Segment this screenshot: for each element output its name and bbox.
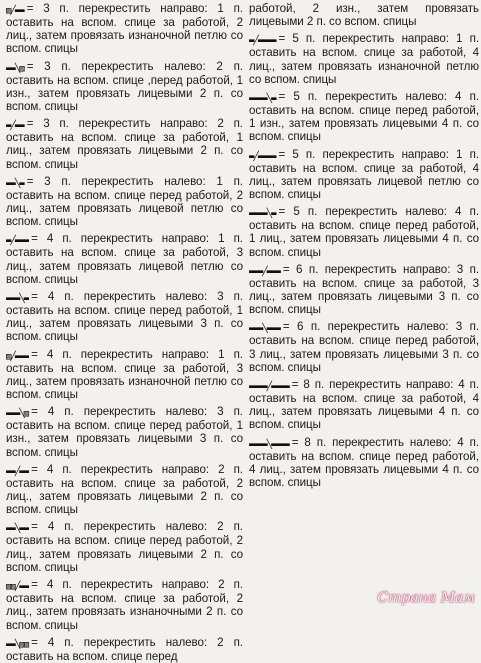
stitch-description: работой, 2 изн., затем провязать лицевыми 2 п. со вспом. спицы [248,2,479,29]
stitch-legend-entry [249,263,479,317]
stitch-symbol-icon: ▬▬╱▬▬ [6,466,29,477]
stitch-description: = 4 п. перекрестить налево: 2 п. оставить на вспом. спице перед [6,635,243,663]
stitch-legend-entry [249,90,479,144]
stitch-symbol-icon: ▬▬▬▬╲▬ [248,94,276,105]
stitch-symbol-icon: ▨╱▬▬▬ [6,351,29,362]
stitch-description: = 8 п. перекрестить направо: 4 п. оставить на вспом. спице за работой, 4 лиц., затем провязать лицевыми 4 п. со вспом. спицы [248,378,479,432]
stitch-description: = 5 п. перекрестить налево: 4 п. оставить на вспом. спице перед работой, 1 изн., затем провязать лицевыми 4 п. со вспом. спицы [248,90,479,144]
stitch-symbol-icon: ▬▬▬╱▬▬▬ [248,266,280,277]
stitch-symbol-icon: ▬▬╲▬ [6,178,24,189]
stitch-legend-entry [6,405,243,459]
left-column [6,2,243,663]
stitch-symbol-icon: ▬╱▬▬▬▬ [248,36,276,47]
stitch-description: = 6 п. перекрестить направо: 3 п. оставить на вспом. спице за работой, 3 лиц., затем провязать лицевыми 3 п. со вспом. спицы [248,262,479,317]
stitch-symbol-icon: ▬▬╲▨ [6,63,24,74]
stitch-legend-entry [6,2,243,56]
stitch-description: = 4 п. перекрестить налево: 3 п. оставить на вспом. спице перед работой, 1 лиц., затем провязать лицевыми 3 п. со вспом. спицы [6,290,243,344]
stitch-description: = 4 п. перекрестить направо: 2 п. оставить на вспом. спице за работой, 2 лиц., затем провязать лицевыми 2 п. со вспом. спицы [6,462,243,517]
stitch-symbol-icon: ▨╱▬▬ [6,6,24,16]
stitch-legend-entry [6,232,243,286]
stitch-description: = 5 п. перекрестить направо: 1 п. оставить на вспом. спице за работой, 4 лиц., затем провязать лицевой петлю со вспом. спицы [248,147,479,202]
stitch-symbol-icon: ▬▬▬▬╱▬▬▬▬ [248,382,289,393]
stitch-symbol-icon: ▬▬▬╲▬▬▬ [248,324,280,335]
stitch-symbol-icon: ▬▬▬▬╲▬▬▬▬ [248,439,289,450]
stitch-symbol-icon: ▬╱▬▬▬ [6,236,29,247]
stitch-legend-entry [6,290,243,344]
stitch-legend-entry [249,2,479,28]
stitch-symbol-icon: ▬╱▬▬ [6,121,24,132]
stitch-legend-entry [249,205,479,259]
stitch-description: = 4 п. перекрестить налево: 2 п. оставить на вспом. спице перед работой, 2 лиц., затем провязать лицевыми 2 п. со вспом. спицы [6,520,243,574]
stitch-description: = 5 п. перекрестить налево: 4 п. оставить на вспом. спице перед работой, 1 лиц., затем провязать лицевыми 4 п. со вспом. спицы [248,205,479,259]
stitch-legend-entry [6,175,243,229]
stitch-description: = 4 п. перекрестить налево: 3 п. оставить на вспом. спице перед работой, 1 изн., затем провязать лицевыми 3 п. со вспом. спицы [6,405,243,459]
stitch-legend-entry [6,636,243,663]
stitch-description: = 6 п. перекрестить налево: 3 п. оставить на вспом. спице перед работой, 3 лиц., затем провязать лицевыми 3 п. со вспом. спицы [248,320,479,374]
stitch-symbol-icon: ▬▬▬╲▨ [6,409,29,420]
stitch-legend-entry [249,436,479,490]
stitch-legend-entry [6,348,243,402]
stitch-symbol-icon: ▨▨╱▬▬ [6,582,29,593]
stitch-description: = 4 п. перекрестить направо: 1 п. оставить на вспом. спице за работой, 3 лиц., затем провязать изнаночной петлю со вспом. спицы [6,347,243,402]
stitch-description: = 4 п. перекрестить направо: 1 п. оставить на вспом. спице за работой, 3 лиц., затем провязать лицевой петлю со вспом. спицы [6,232,243,286]
stitch-legend-entry [6,117,243,171]
stitch-legend-entry [249,148,479,202]
stitch-legend-entry [6,520,243,574]
stitch-symbol-icon: ▬▬╲▨▨ [6,639,29,650]
stitch-symbol-icon: ▬▬▬▬╲▬ [248,209,276,220]
stitch-legend-entry [6,60,243,114]
stitch-description: = 3 п. перекрестить направо: 2 п. оставить на вспом. спице за работой, 1 лиц., затем провязать лицевыми 2 п. со вспом. спицы [6,117,243,171]
stitch-legend-entry [249,378,479,432]
stitch-symbol-icon: ▬╱▬▬▬▬ [248,151,276,162]
stitch-legend-entry [249,320,479,374]
stitch-legend-entry [6,463,243,517]
right-column [249,2,479,610]
stitch-description: = 5 п. перекрестить направо: 1 п. оставить на вспом. спице за работой, 4 лиц., затем провязать изнаночной петлю со вспом. спицы [248,32,479,86]
stitch-legend-entry [249,32,479,86]
stitch-symbol-icon: ▬▬▬╲▬ [6,294,29,305]
site-watermark: Страна Мам [377,590,475,606]
stitch-symbol-icon: ▬▬╲▬▬ [6,524,29,535]
stitch-description: = 3 п. перекрестить направо: 1 п. оставить на вспом. спице за работой, 2 лиц., затем провязать изнаночной петлю со вспом. спицы [6,2,243,56]
stitch-description: = 8 п. перекрестить налево: 4 п. оставить на вспом. спице перед работой, 4 лиц., затем провязать лицевыми 4 п. со вспом. спицы [248,435,479,490]
stitch-legend-entry [6,578,243,632]
stitch-description: = 3 п. перекрестить налево: 1 п. оставить на вспом. спице перед работой, 2 лиц., затем провязать лицевой петлю со вспом. спицы [6,174,243,229]
stitch-description: = 3 п. перекрестить налево: 2 п. оставить на вспом. спице ,перед работой, 1 изн., затем провязать лицевыми 2 п. со вспом. спицы [6,59,243,114]
stitch-description: = 4 п. перекрестить направо: 2 п. оставить на вспом. спице за работой, 2 лиц., затем провязать изнаночными 2 п. со вспом. спицы [6,578,243,632]
